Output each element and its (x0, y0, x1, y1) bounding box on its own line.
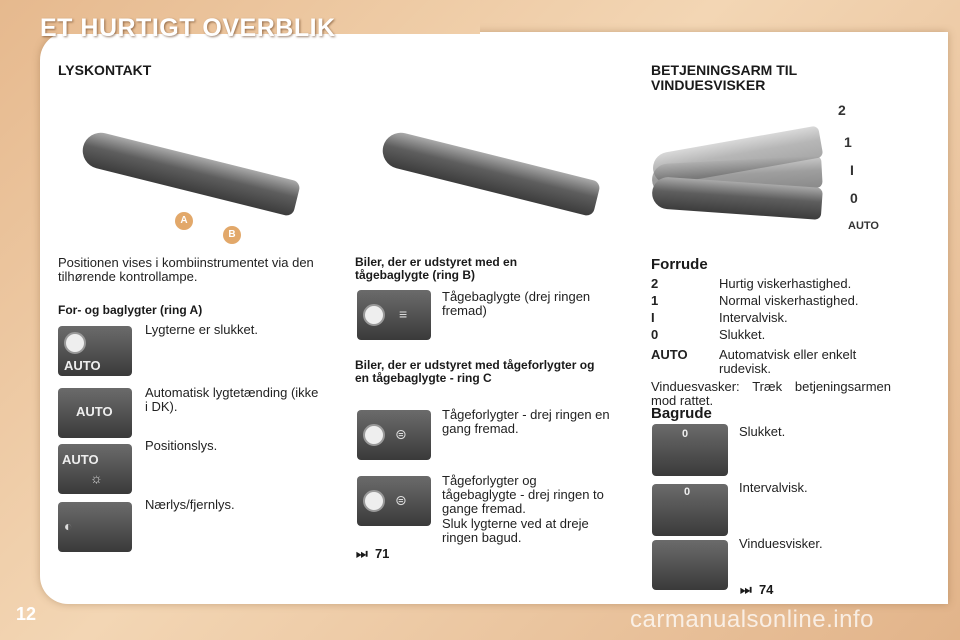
thumb-auto-label: AUTO (76, 404, 113, 419)
auto-lights-text: Automatisk lygtetænding (ikke i DK). (145, 385, 319, 414)
thumb-rear-fog (357, 290, 431, 340)
light-switch-photo-c (360, 100, 605, 240)
lyskontakt-heading: LYSKONTAKT (58, 62, 152, 78)
rear-off-text: Slukket. (739, 424, 786, 439)
lights-off-text: Lygterne er slukket. (145, 322, 258, 337)
wiper-ref-number: 74 (758, 582, 774, 597)
page-number: 12 (16, 604, 37, 624)
wiper-stalk-photo (652, 100, 902, 245)
thumb-zero-label: 0 (684, 486, 691, 498)
rear-wiper-text: Vinduesvisker. (739, 536, 823, 551)
forrude-row (651, 311, 901, 325)
reference-icon: ⏭ (356, 546, 368, 561)
light-switch-photo-ab (60, 100, 305, 240)
row-text: Normal viskerhastighed. (719, 293, 859, 308)
front-rear-fog-text: Tågeforlygter og tågebaglygte - drej ringen to gange fremad. (442, 473, 604, 516)
wiper-pos-0: 0 (850, 190, 858, 206)
row-text: Automatvisk eller enkelt rudevisk. (719, 347, 857, 376)
row-text: Intervalvisk. (719, 310, 788, 325)
front-rear-heading: For- og baglygter (ring A) (58, 303, 203, 317)
forrude-row (651, 328, 901, 342)
wiper-heading: BETJENINGSARM TIL VINDUESVISKER (651, 62, 797, 93)
fog-c-heading: Biler, der er udstyret med tågeforlygter og en tågebaglygte - ring C (355, 358, 595, 385)
thumb-front-fog (357, 410, 431, 460)
thumb-auto-lights (58, 388, 132, 438)
forrude-row (651, 277, 901, 291)
thumb-auto-label: AUTO (62, 452, 99, 467)
thumb-auto-label: AUTO (64, 358, 101, 373)
forrude-row (651, 294, 901, 308)
wiper-page-ref[interactable] (740, 583, 773, 596)
page-title: ET HURTIGT OVERBLIK (40, 14, 336, 42)
thumb-lights-off (58, 326, 132, 376)
wiper-pos-2: 2 (838, 102, 846, 118)
thumb-rear-off (652, 424, 728, 476)
row-key: 1 (651, 293, 659, 308)
thumb-position-lights (58, 444, 132, 494)
row-text: Hurtig viskerhastighed. (719, 276, 852, 291)
bagrude-heading: Bagrude (651, 405, 712, 422)
lys-intro: Positionen vises i kombiinstrumentet via den tilhørende kontrollampe. (58, 255, 314, 284)
rear-fog-icon: ≡ (399, 306, 408, 322)
ring-b-marker: B (223, 226, 241, 244)
headlight-icon: ◐ (64, 518, 73, 534)
ring-a-marker: A (175, 212, 193, 230)
thumb-zero-label: 0 (682, 428, 689, 440)
fog-ref-number: 71 (374, 546, 390, 561)
fog-b-heading: Biler, der er udstyret med en tågebaglygte (ring B) (355, 255, 518, 282)
row-key: AUTO (651, 347, 688, 362)
row-key: 0 (651, 327, 659, 342)
position-lights-text: Positionslys. (145, 438, 218, 453)
sidelight-icon: ☼ (90, 470, 103, 486)
front-fog-icon: ⊜ (395, 426, 407, 442)
rear-fog-text: Tågebaglygte (drej ringen fremad) (442, 289, 591, 318)
lights-off-note: Sluk lygterne ved at dreje ringen bagud. (442, 516, 589, 545)
wiper-pos-1: 1 (844, 134, 852, 150)
reference-icon: ⏭ (740, 582, 752, 597)
fog-page-ref[interactable] (356, 547, 389, 560)
forrude-table (651, 277, 901, 408)
washer-note: Vinduesvasker: Træk betjeningsarmen mod rattet. (651, 379, 891, 408)
forrude-heading: Forrude (651, 256, 708, 273)
front-fog-text: Tågeforlygter - drej ringen en gang fremad. (442, 407, 610, 436)
row-key: 2 (651, 276, 659, 291)
forrude-row (651, 348, 901, 376)
wiper-pos-i: I (850, 162, 854, 178)
dipped-main-beam-text: Nærlys/fjernlys. (145, 497, 235, 512)
thumb-front-rear-fog (357, 476, 431, 526)
row-text: Slukket. (719, 327, 766, 342)
front-rear-fog-icon: ⊜ (395, 492, 407, 508)
thumb-rear-wiper (652, 540, 728, 590)
thumb-dipped-main-beam (58, 502, 132, 552)
row-key: I (651, 310, 655, 325)
watermark: carmanualsonline.info (630, 606, 874, 633)
rear-interval-text: Intervalvisk. (739, 480, 808, 495)
wiper-pos-auto: AUTO (848, 220, 879, 232)
thumb-rear-interval (652, 484, 728, 536)
